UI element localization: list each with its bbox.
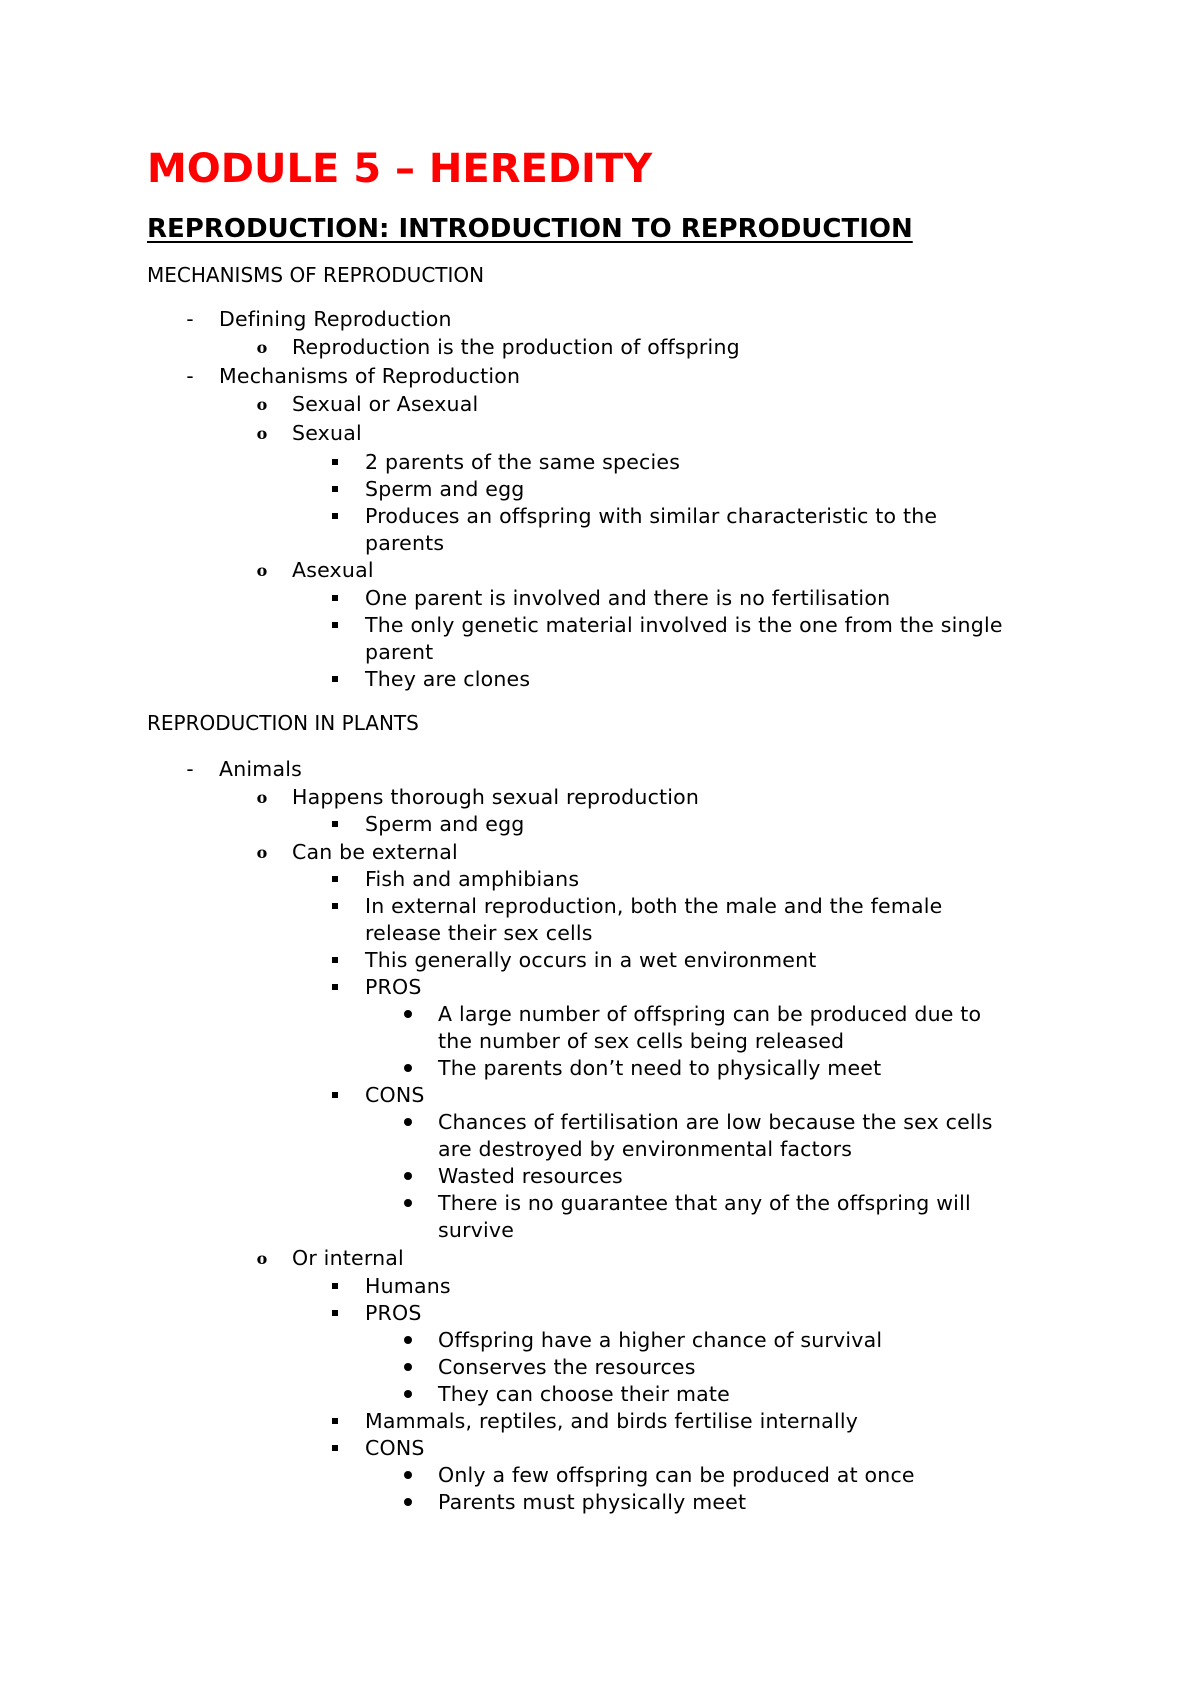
circle-bullet: o — [256, 1249, 268, 1268]
square-bullet-icon — [325, 1273, 345, 1300]
square-bullet-icon — [325, 449, 345, 476]
list-item: Mechanisms of Reproduction — [219, 364, 521, 388]
dash-bullet: - — [186, 307, 194, 331]
list-item: In external reproduction, both the male and the female — [365, 894, 943, 918]
list-item: They are clones — [365, 667, 531, 691]
circle-bullet: o — [256, 338, 268, 357]
square-bullet-icon — [325, 612, 345, 639]
square-bullet-icon — [325, 947, 345, 974]
list-item: Or internal — [292, 1246, 404, 1270]
square-bullet-icon — [325, 866, 345, 893]
list-item: The only genetic material involved is the one from the single — [365, 613, 1003, 637]
circle-bullet: o — [256, 561, 268, 580]
list-item: PROS — [365, 975, 422, 999]
list-item: Sexual — [292, 421, 362, 445]
dash-bullet: - — [186, 757, 194, 781]
list-item-continuation: parent — [365, 640, 434, 664]
square-bullet-icon — [325, 503, 345, 530]
list-item: Sperm and egg — [365, 812, 525, 836]
square-bullet-icon — [325, 1408, 345, 1435]
list-item: Sperm and egg — [365, 477, 525, 501]
dot-bullet-icon — [398, 1489, 418, 1516]
list-item: CONS — [365, 1436, 425, 1460]
section-title: REPRODUCTION: INTRODUCTION TO REPRODUCTION — [147, 214, 913, 244]
list-item-continuation: are destroyed by environmental factors — [438, 1137, 853, 1161]
list-item: Can be external — [292, 840, 458, 864]
circle-bullet: o — [256, 424, 268, 443]
list-item: Asexual — [292, 558, 374, 582]
square-bullet-icon — [325, 666, 345, 693]
square-bullet-icon — [325, 1435, 345, 1462]
list-item: Reproduction is the production of offspring — [292, 335, 740, 359]
dot-bullet-icon — [398, 1163, 418, 1190]
dot-bullet-icon — [398, 1354, 418, 1381]
list-item: Produces an offspring with similar characteristic to the — [365, 504, 938, 528]
list-item: One parent is involved and there is no fertilisation — [365, 586, 891, 610]
list-item-continuation: parents — [365, 531, 445, 555]
list-item: Humans — [365, 1274, 451, 1298]
list-item: This generally occurs in a wet environment — [365, 948, 817, 972]
list-item: Happens thorough sexual reproduction — [292, 785, 700, 809]
square-bullet-icon — [325, 1300, 345, 1327]
circle-bullet: o — [256, 395, 268, 414]
square-bullet-icon — [325, 476, 345, 503]
square-bullet-icon — [325, 585, 345, 612]
circle-bullet: o — [256, 843, 268, 862]
list-item-continuation: survive — [438, 1218, 515, 1242]
list-item: Chances of fertilisation are low because the sex cells — [438, 1110, 993, 1134]
dot-bullet-icon — [398, 1327, 418, 1354]
list-item: Fish and amphibians — [365, 867, 580, 891]
list-item: Only a few offspring can be produced at once — [438, 1463, 915, 1487]
list-item: They can choose their mate — [438, 1382, 730, 1406]
square-bullet-icon — [325, 974, 345, 1001]
subheading-plants: REPRODUCTION IN PLANTS — [147, 711, 419, 735]
dash-bullet: - — [186, 364, 194, 388]
dot-bullet-icon — [398, 1055, 418, 1082]
list-item-continuation: release their sex cells — [365, 921, 593, 945]
list-item: The parents don’t need to physically meet — [438, 1056, 882, 1080]
list-item: PROS — [365, 1301, 422, 1325]
square-bullet-icon — [325, 893, 345, 920]
module-title: MODULE 5 – HEREDITY — [147, 146, 653, 192]
list-item: There is no guarantee that any of the offspring will — [438, 1191, 971, 1215]
dot-bullet-icon — [398, 1001, 418, 1028]
circle-bullet: o — [256, 788, 268, 807]
dot-bullet-icon — [398, 1109, 418, 1136]
list-item: Defining Reproduction — [219, 307, 452, 331]
list-item: 2 parents of the same species — [365, 450, 681, 474]
list-item: CONS — [365, 1083, 425, 1107]
dot-bullet-icon — [398, 1381, 418, 1408]
subheading-mechanisms: MECHANISMS OF REPRODUCTION — [147, 263, 485, 287]
list-item: Offspring have a higher chance of survival — [438, 1328, 883, 1352]
dot-bullet-icon — [398, 1462, 418, 1489]
dot-bullet-icon — [398, 1190, 418, 1217]
list-item: Sexual or Asexual — [292, 392, 479, 416]
square-bullet-icon — [325, 1082, 345, 1109]
list-item: Conserves the resources — [438, 1355, 696, 1379]
list-item: Mammals, reptiles, and birds fertilise internally — [365, 1409, 859, 1433]
square-bullet-icon — [325, 811, 345, 838]
list-item: Animals — [219, 757, 303, 781]
list-item: A large number of offspring can be produced due to — [438, 1002, 982, 1026]
list-item-continuation: the number of sex cells being released — [438, 1029, 845, 1053]
list-item: Parents must physically meet — [438, 1490, 747, 1514]
list-item: Wasted resources — [438, 1164, 623, 1188]
